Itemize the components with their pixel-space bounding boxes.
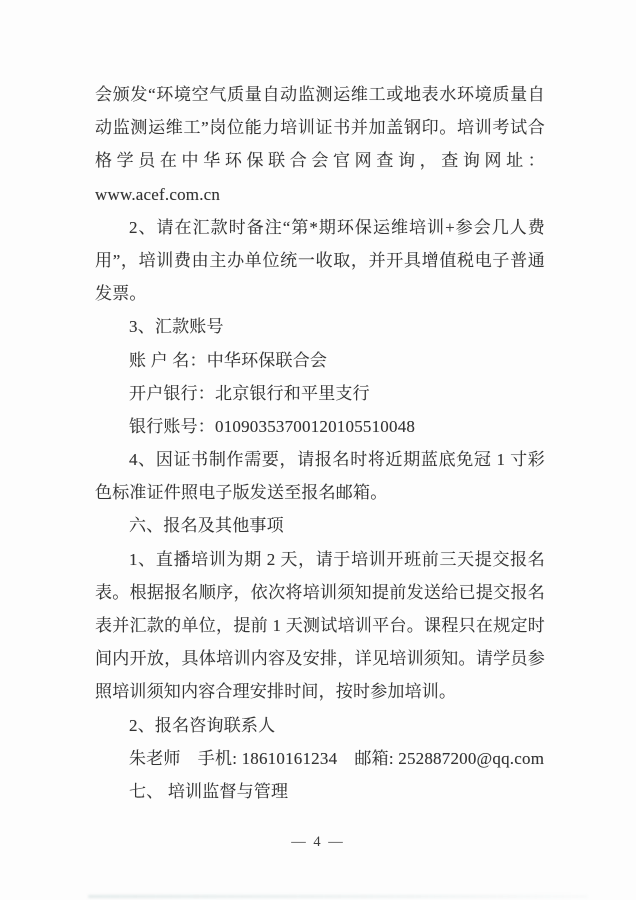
text-line: 开户银行：北京银行和平里支行 xyxy=(129,383,370,403)
text-line: 银行账号：01090353700120105510048 xyxy=(129,416,416,436)
text-line: 会颁发“环境空气质量自动监测运维工或地表水环境质量自 xyxy=(95,85,545,104)
text-line: 2、请在汇款时备注“第*期环保运维培训+参会几人费 xyxy=(129,217,545,237)
page-number: — 4 — xyxy=(291,834,345,850)
text-line: 3、汇款账号 xyxy=(129,317,224,337)
text-line: 2、报名咨询联系人 xyxy=(129,715,276,735)
text-line: 间内开放，具体培训内容及安排，详见培训须知。请学员参 xyxy=(95,649,545,669)
text-line: 表并汇款的单位，提前 1 天测试培训平台。课程只在规定时 xyxy=(95,616,545,635)
text-line: 七、 培训监督与管理 xyxy=(129,781,289,801)
text-line: 色标准证件照电子版发送至报名邮箱。 xyxy=(95,483,388,503)
text-line: 照培训须知内容合理安排时间，按时参加培训。 xyxy=(95,682,457,702)
text-line: www.acef.com.cn xyxy=(95,184,221,204)
text-line: 朱老师 手机: 18610161234 邮箱: 252887200@qq.com xyxy=(129,748,545,768)
text-line: 发票。 xyxy=(95,284,147,304)
text-line: 格学员在中华环保联合会官网查询，查询网址： xyxy=(95,151,545,171)
text-line: 用”，培训费由主办单位统一收取，并开具增值税电子普通 xyxy=(95,250,545,270)
text-line: 账 户 名：中华环保联合会 xyxy=(129,350,328,370)
text-line: 4、因证书制作需要，请报名时将近期蓝底免冠 1 寸彩 xyxy=(129,450,545,470)
text-line: 动监测运维工”岗位能力培训证书并加盖钢印。培训考试合 xyxy=(95,118,545,138)
document-body xyxy=(95,78,545,808)
text-line: 1、直播培训为期 2 天，请于培训开班前三天提交报名 xyxy=(129,549,545,569)
text-line: 六、报名及其他事项 xyxy=(129,516,284,536)
text-line: 表。根据报名顺序，依次将培训须知提前发送给已提交报名 xyxy=(95,582,545,602)
scan-shadow-artifact xyxy=(88,895,588,898)
